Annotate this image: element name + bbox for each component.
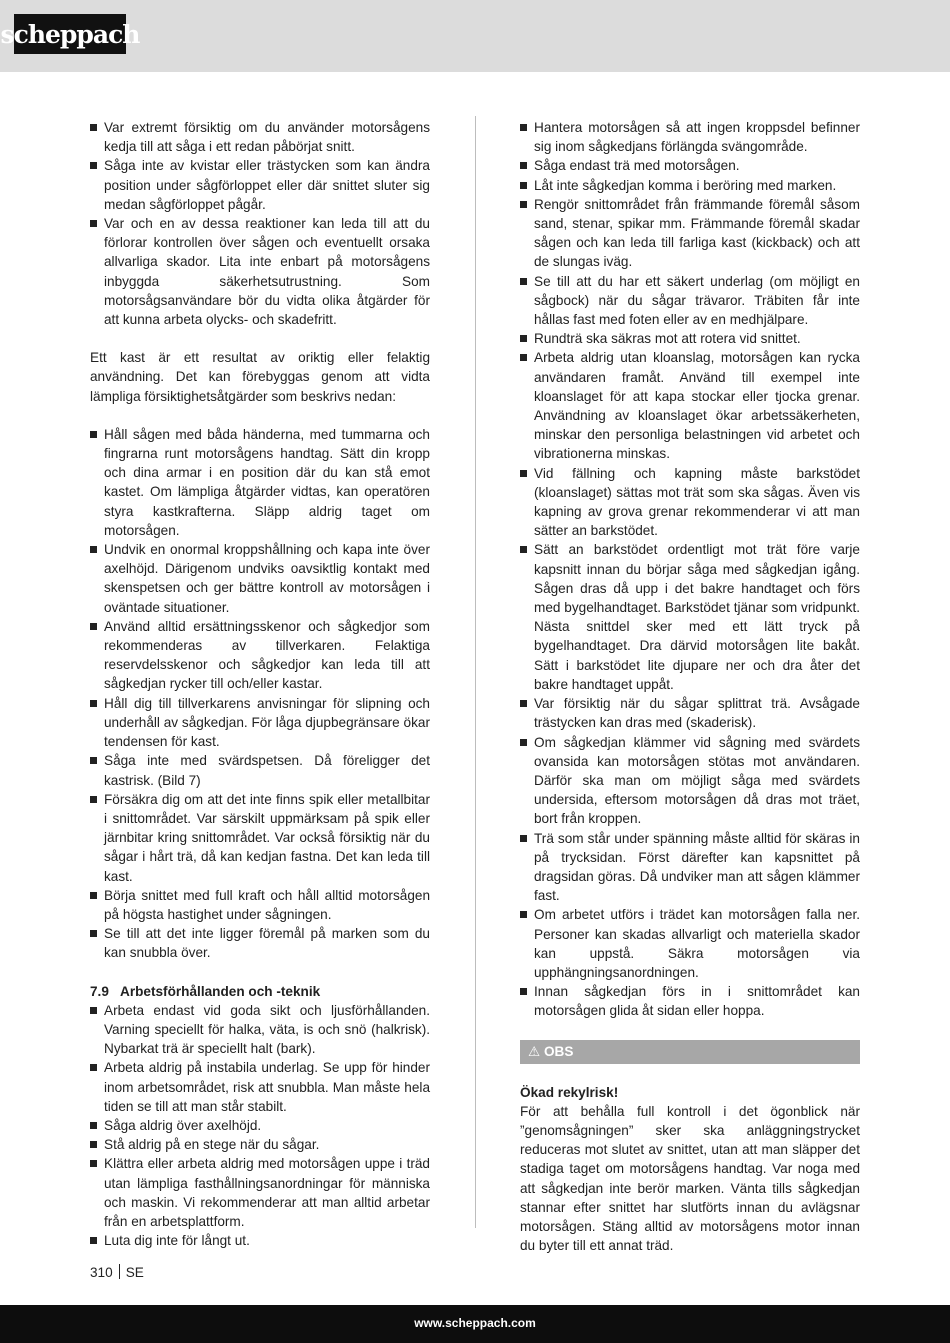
footer-bar (0, 1305, 950, 1343)
page-header (0, 0, 950, 72)
list-item: Arbeta endast vid goda sikt och ljusförhållanden. Varning speciellt för halka, väta, is och snö (halkrisk). Nybarkat trä är speciellt halt (bark). (90, 1001, 430, 1059)
list-item: Såga endast trä med motorsågen. (520, 156, 860, 175)
list-item: Hantera motorsågen så att ingen kroppsdel befinner sig inom sågkedjans förlängda svängområde. (520, 118, 860, 156)
warning-icon: ⚠ (528, 1043, 541, 1059)
list-item: Såga aldrig över axelhöjd. (90, 1116, 430, 1135)
list-item: Håll dig till tillverkarens anvisningar för slipning och underhåll av sågkedjan. För låga djupbegränsare ökar tendensen för kast. (90, 694, 430, 752)
list-item: Försäkra dig om att det inte finns spik eller metallbitar i snittområdet. Var särskilt uppmärksam på spik eller järnbitar kring snittområdet. Var också försiktig när du sågar i hårt trä, då kan kedjan fastna. Det kan leda till kast. (90, 790, 430, 886)
language-code: SE (125, 1265, 144, 1280)
left-list-3 (90, 1001, 430, 1251)
list-item: Undvik en onormal kroppshållning och kapa inte över axelhöjd. Därigenom undviks oavsiktlig kontakt med skenspetsen och ger bättre kontroll av motorsågen i oväntade situationer. (90, 540, 430, 617)
list-item: Klättra eller arbeta aldrig med motorsågen uppe i träd utan lämpliga fasthållningsanordningar för människa och maskin. Vi rekommenderar att man alltid arbetar från en arbetsplattform. (90, 1154, 430, 1231)
right-column (520, 118, 860, 1255)
scheppach-logo: scheppach (14, 14, 126, 54)
list-item: Stå aldrig på en stege när du sågar. (90, 1135, 430, 1154)
notice-heading: Ökad rekylrisk! (520, 1084, 619, 1100)
list-item: Arbeta aldrig utan kloanslag, motorsågen kan rycka användaren framåt. Använd till exempel inte kloanslaget för att kapa stockar eller tjocka grenar. Användning av kloanslaget ökar arbetssäkerheten, minskar den personliga belastningen vid arbetet och vibrationerna minskas. (520, 348, 860, 463)
section-heading (90, 982, 430, 1001)
kickback-intro-paragraph: Ett kast är ett resultat av oriktig eller felaktig användning. Det kan förebyggas genom att vidta lämpliga försiktighetsåtgärder som beskrivs nedan: (90, 350, 430, 404)
list-item: Såga inte med svärdspetsen. Då föreligger det kastrisk. (Bild 7) (90, 751, 430, 789)
obs-notice-bar (520, 1040, 860, 1064)
list-item: Håll sågen med båda händerna, med tummarna och fingrarna runt motorsågens handtag. Sätt din kropp och dina armar i en position där du kan stå emot kastet. Om lämpliga åtgärder vidtas, kan operatören styra kastkrafterna. Släpp aldrig taget om motorsågen. (90, 425, 430, 540)
list-item: Se till att du har ett säkert underlag (om möjligt en sågbock) när du sågar trävaror. Träbiten får inte hållas fast med foten eller av en medhjälpare. (520, 272, 860, 330)
obs-label: OBS (543, 1043, 574, 1059)
list-item: Låt inte sågkedjan komma i beröring med marken. (520, 176, 860, 195)
right-list (520, 118, 860, 1021)
list-item: Innan sågkedjan förs in i snittområdet kan motorsågen glida åt sidan eller hoppa. (520, 982, 860, 1020)
list-item: Var extremt försiktig om du använder motorsågens kedja till att såga i ett redan påbörjat snitt. (90, 118, 430, 156)
list-item: Såga inte av kvistar eller trästycken som kan ändra position under sågförloppet eller där snittet sluter sig medan sågförloppet pågår. (90, 156, 430, 214)
left-list-1 (90, 118, 430, 329)
notice-body: För att behålla full kontroll i det ögonblick när ”genomsågningen” sker ska anläggningstrycket reduceras mot slutet av snittet, utan att man släpper det stadiga taget om motorsågens handtag. Var noga med att sågkedjan inte berör marken. Vänta tills sågkedjan stannar efter snittet har slutförts innan du avlägsnar motorsågen. Stäng alltid av motorsågens motor innan du byter till ett annat träd. (520, 1103, 860, 1254)
list-item: Vid fällning och kapning måste barkstödet (kloanslaget) sättas mot trät som ska sågas. Även vis kapning av grova grenar rekommenderar vi att man sätter an barkstödet. (520, 464, 860, 541)
page-number-value: 310 (90, 1265, 113, 1280)
list-item: Trä som står under spänning måste alltid för skäras in på trycksidan. Först därefter kan kapsnittet på dragsidan göras. Då undviker man att sågen klämmer fast. (520, 829, 860, 906)
page-number (90, 1264, 144, 1280)
list-item: Se till att det inte ligger föremål på marken som du kan snubbla över. (90, 924, 430, 962)
list-item: Om arbetet utförs i trädet kan motorsågen falla ner. Personer kan skadas allvarligt och materiella skador kan uppstå. Säkra motorsågen via upphängningsanordningen. (520, 905, 860, 982)
list-item: Rengör snittområdet från främmande föremål såsom sand, stenar, spikar mm. Främmande föremål skadar sågen och kan leda till farliga kast (kickback) och att de slungas iväg. (520, 195, 860, 272)
page-number-separator (119, 1264, 120, 1279)
list-item: Var och en av dessa reaktioner kan leda till att du förlorar kontrollen över sågen och eventuellt orsaka allvarliga skador. Lita inte enbart på motorsågens inbyggda säkerhetsutrustning. Som motorsågsanvändare bör du vidta olika åtgärder för att kunna arbeta olycks- och skadefritt. (90, 214, 430, 329)
list-item: Arbeta aldrig på instabila underlag. Se upp för hinder inom arbetsområdet, risk att snubbla. Man måste hela tiden se till att man står stabilt. (90, 1058, 430, 1116)
list-item: Rundträ ska säkras mot att rotera vid snittet. (520, 329, 860, 348)
section-title: Arbetsförhållanden och -teknik (120, 983, 321, 999)
left-column (90, 118, 430, 1250)
list-item: Var försiktig när du sågar splittrat trä. Avsågade trästycken kan dras med (skaderisk). (520, 694, 860, 732)
section-number: 7.9 (90, 983, 109, 999)
website-url: www.scheppach.com (414, 1316, 536, 1330)
column-divider (475, 116, 476, 1228)
list-item: Börja snittet med full kraft och håll alltid motorsågen på högsta hastighet under sågningen. (90, 886, 430, 924)
left-list-2 (90, 425, 430, 963)
list-item: Luta dig inte för långt ut. (90, 1231, 430, 1250)
list-item: Sätt an barkstödet ordentligt mot trät före varje kapsnitt innan du börjar såga med sågkedjan igång. Sågen dras då upp i det bakre handtaget och förs med bygelhandtaget. Barkstödet tjänar som vridpunkt. Nästa snittdel sker med ett lätt tryck på bygelhandtaget. Dra därvid motorsågen lite bakåt. Sätt i barkstödet lite djupare ner och dra åter det bakre handtaget uppåt. (520, 540, 860, 694)
list-item: Om sågkedjan klämmer vid sågning med svärdets ovansida kan motorsågen stötas mot användaren. Därför ska man om möjligt såga med svärdets undersida, eftersom motorsågen då dras mot träet, bort från kroppen. (520, 733, 860, 829)
list-item: Använd alltid ersättningsskenor och sågkedjor som rekommenderas av tillverkaren. Felaktiga reservdelsskenor och sågkedjor kan leda till att sågkedjan rycker till och/eller kastar. (90, 617, 430, 694)
